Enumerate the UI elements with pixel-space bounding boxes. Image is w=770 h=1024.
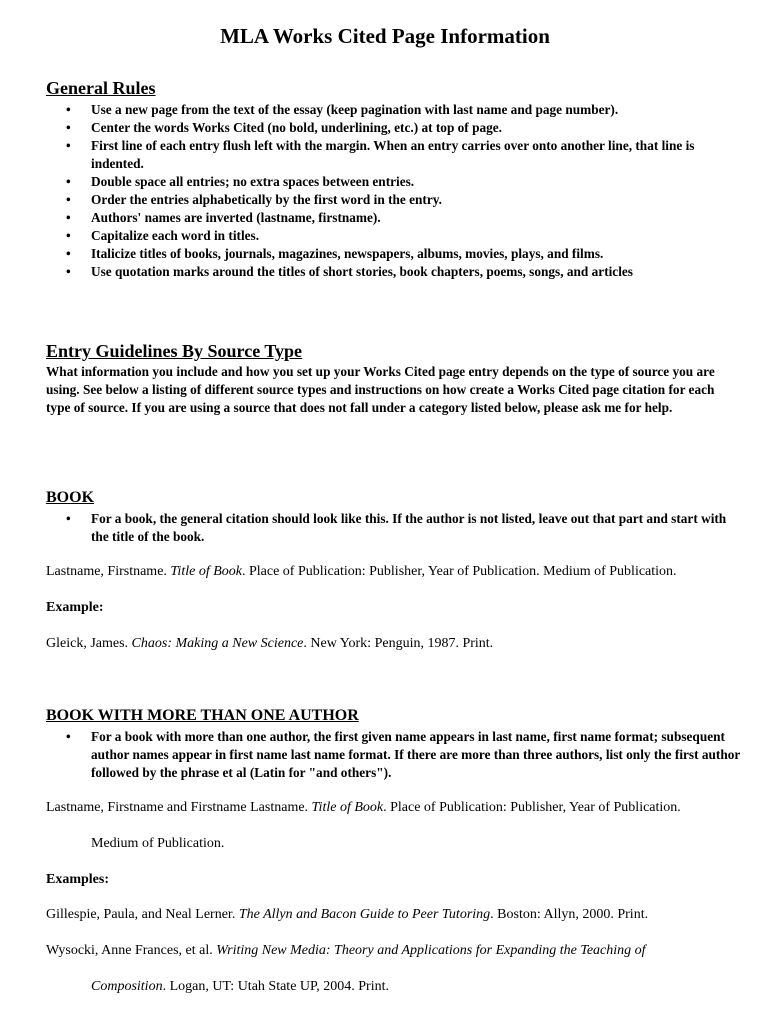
page-title: MLA Works Cited Page Information	[220, 24, 550, 48]
list-item: • First line of each entry flush left with the margin. When an entry carries over onto another line, that line is indented.	[66, 138, 695, 171]
entry-guidelines-heading: Entry Guidelines By Source Type	[46, 341, 303, 361]
book-example-label: Example:	[46, 600, 104, 615]
book-multi-format-continuation: Medium of Publication.	[91, 836, 225, 851]
entry-guidelines-intro: What information you include and how you set up your Works Cited page entry depends on the type of source you are using. See below a listing of different source types and instructions on how create a Works Cited page citation for each type of source. If you are using a source that does not fall under a category listed below, please ask me for help.	[46, 364, 715, 415]
list-item: • Italicize titles of books, journals, magazines, newspapers, albums, movies, plays, and films.	[66, 246, 604, 261]
list-item: • Center the words Works Cited (no bold, underlining, etc.) at top of page.	[66, 120, 502, 135]
list-item: • Use quotation marks around the titles of short stories, book chapters, poems, songs, and articles	[66, 264, 633, 279]
book-heading: BOOK	[46, 489, 95, 506]
list-item: • For a book with more than one author, the first given name appears in last name, first name format; subsequent author names appear in first name last name format. If there are more than three authors, list only the first author followed by the phrase et al (Latin for "and others").	[66, 729, 741, 780]
list-item: • Order the entries alphabetically by the first word in the entry.	[66, 192, 442, 207]
book-multi-heading: BOOK WITH MORE THAN ONE AUTHOR	[46, 707, 359, 724]
general-rules-heading: General Rules	[46, 78, 156, 98]
book-bullet-list	[46, 510, 746, 546]
list-item: • Double space all entries; no extra spaces between entries.	[66, 174, 415, 189]
book-multi-example-2: Wysocki, Anne Frances, et al. Writing New Media: Theory and Applications for Expanding the Teaching of	[46, 943, 646, 958]
book-format-line: Lastname, Firstname. Title of Book. Place of Publication: Publisher, Year of Publication. Medium of Publication.	[46, 564, 677, 579]
book-multi-examples-label: Examples:	[46, 872, 109, 887]
list-item: • For a book, the general citation should look like this. If the author is not listed, leave out that part and start with the title of the book.	[66, 511, 727, 544]
book-multi-example-1: Gillespie, Paula, and Neal Lerner. The Allyn and Bacon Guide to Peer Tutoring. Boston: Allyn, 2000. Print.	[46, 907, 649, 922]
book-multi-example-2-continuation: Composition. Logan, UT: Utah State UP, 2004. Print.	[91, 979, 389, 994]
book-example-line: Gleick, James. Chaos: Making a New Science. New York: Penguin, 1987. Print.	[46, 636, 494, 651]
list-item: • Use a new page from the text of the essay (keep pagination with last name and page number).	[66, 102, 619, 117]
book-multi-format-line: Lastname, Firstname and Firstname Lastname. Title of Book. Place of Publication: Publisher, Year of Publication.	[46, 800, 681, 815]
list-item: • Capitalize each word in titles.	[66, 228, 260, 243]
list-item: • Authors' names are inverted (lastname, firstname).	[66, 210, 381, 225]
book-multi-bullet-list	[46, 728, 746, 782]
general-rules-list	[46, 101, 746, 281]
